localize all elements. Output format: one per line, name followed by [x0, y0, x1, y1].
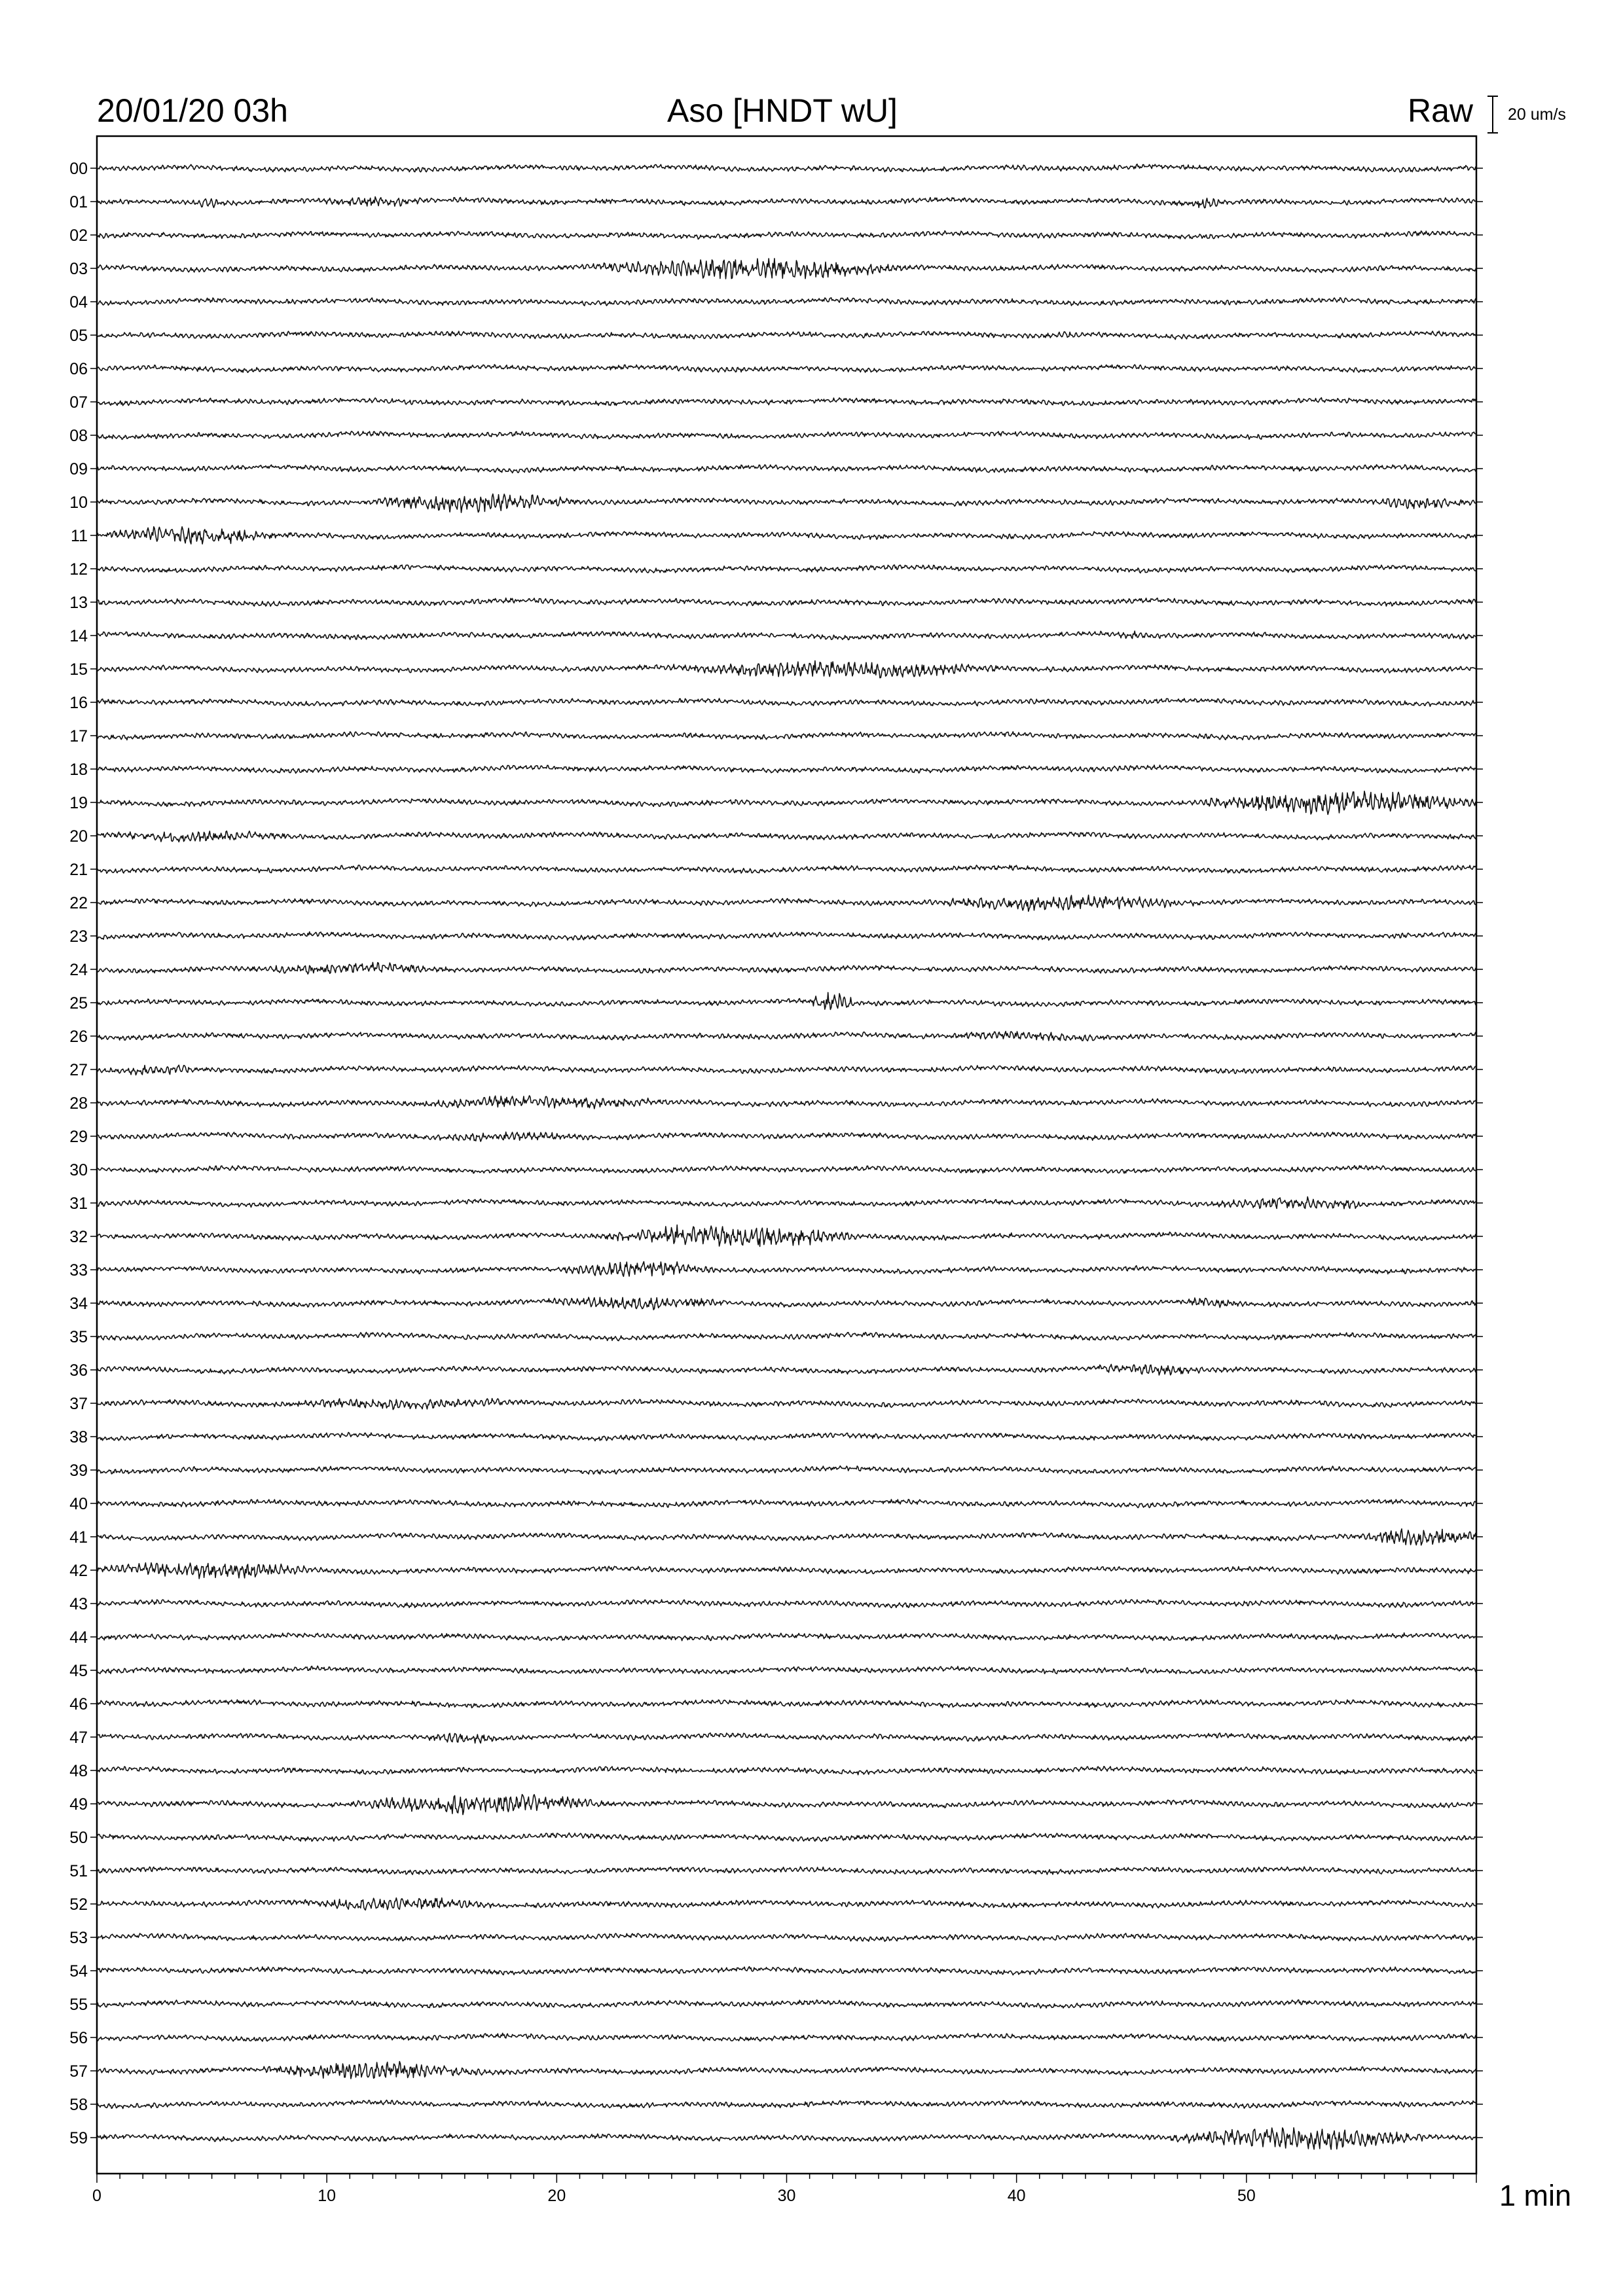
trace-row-32 [97, 1225, 1476, 1247]
trace-row-07 [97, 398, 1476, 406]
trace-row-35 [97, 1333, 1476, 1341]
row-label: 13 [69, 594, 88, 612]
row-label: 49 [69, 1795, 88, 1814]
row-label: 00 [69, 160, 88, 178]
row-label: 26 [69, 1028, 88, 1046]
trace-row-14 [97, 631, 1476, 639]
row-label: 27 [69, 1061, 88, 1079]
row-label: 09 [69, 460, 88, 478]
trace-row-19 [97, 791, 1476, 815]
header-datetime: 20/01/20 03h [97, 92, 288, 129]
trace-row-52 [97, 1898, 1476, 1910]
row-label: 38 [69, 1428, 88, 1446]
row-label: 16 [69, 694, 88, 712]
row-label: 44 [69, 1628, 88, 1647]
trace-row-55 [97, 2000, 1476, 2009]
x-tick-label: 30 [777, 2187, 796, 2205]
trace-row-10 [97, 494, 1476, 512]
row-label: 29 [69, 1128, 88, 1146]
row-label: 30 [69, 1161, 88, 1179]
row-label: 10 [69, 493, 88, 512]
trace-row-42 [97, 1563, 1476, 1579]
header-station: Aso [HNDT wU] [667, 92, 898, 129]
row-label: 59 [69, 2129, 88, 2147]
trace-row-27 [97, 1065, 1476, 1075]
x-tick-label: 10 [318, 2187, 337, 2205]
row-label: 15 [69, 660, 88, 679]
trace-row-01 [97, 197, 1476, 208]
row-label: 52 [69, 1895, 88, 1914]
trace-row-03 [97, 259, 1476, 279]
row-label: 56 [69, 2029, 88, 2047]
row-label: 02 [69, 226, 88, 245]
row-label: 32 [69, 1228, 88, 1246]
trace-row-21 [97, 865, 1476, 874]
row-label: 43 [69, 1595, 88, 1613]
trace-row-26 [97, 1031, 1476, 1041]
x-tick-label: 20 [547, 2187, 566, 2205]
trace-row-40 [97, 1499, 1476, 1508]
row-label: 19 [69, 794, 88, 812]
trace-row-17 [97, 732, 1476, 740]
trace-row-02 [97, 231, 1476, 240]
row-label: 01 [69, 193, 88, 211]
row-label: 23 [69, 927, 88, 946]
trace-row-23 [97, 932, 1476, 941]
trace-row-05 [97, 331, 1476, 340]
trace-group [97, 164, 1476, 2149]
trace-row-15 [97, 661, 1476, 678]
trace-row-47 [97, 1733, 1476, 1744]
trace-row-53 [97, 1933, 1476, 1941]
trace-row-30 [97, 1166, 1476, 1174]
row-label: 36 [69, 1361, 88, 1380]
row-label: 48 [69, 1762, 88, 1780]
row-label: 47 [69, 1729, 88, 1747]
trace-row-12 [97, 565, 1476, 573]
row-label: 25 [69, 994, 88, 1013]
trace-row-24 [97, 962, 1476, 974]
x-tick-label: 40 [1007, 2187, 1026, 2205]
trace-row-48 [97, 1767, 1476, 1775]
row-label: 04 [69, 293, 88, 312]
row-label: 42 [69, 1562, 88, 1580]
trace-row-13 [97, 598, 1476, 607]
row-label: 55 [69, 1996, 88, 2014]
x-axis [92, 2174, 1476, 2205]
row-label: 45 [69, 1662, 88, 1680]
row-label: 03 [69, 260, 88, 278]
trace-row-34 [97, 1297, 1476, 1310]
trace-row-54 [97, 1967, 1476, 1975]
trace-row-33 [97, 1262, 1476, 1277]
row-label: 50 [69, 1829, 88, 1847]
row-label: 11 [71, 527, 88, 545]
row-label: 35 [69, 1328, 88, 1346]
row-label: 20 [69, 827, 88, 846]
trace-row-49 [97, 1795, 1476, 1815]
row-label: 22 [69, 894, 88, 912]
row-label: 46 [69, 1695, 88, 1713]
trace-row-51 [97, 1867, 1476, 1874]
scale-label: 20 um/s [1508, 105, 1566, 124]
row-label: 37 [69, 1395, 88, 1413]
trace-row-57 [97, 2062, 1476, 2079]
trace-row-31 [97, 1197, 1476, 1209]
row-label: 54 [69, 1962, 88, 1981]
row-label: 34 [69, 1295, 88, 1313]
row-label: 18 [69, 761, 88, 779]
trace-row-25 [97, 992, 1476, 1009]
amplitude-scale-bar [1487, 96, 1498, 133]
trace-row-22 [97, 895, 1476, 912]
row-label: 40 [69, 1495, 88, 1513]
trace-row-59 [97, 2128, 1476, 2149]
row-label: 31 [69, 1194, 88, 1213]
trace-row-45 [97, 1666, 1476, 1674]
trace-row-29 [97, 1132, 1476, 1141]
row-label: 28 [69, 1094, 88, 1113]
trace-row-50 [97, 1833, 1476, 1841]
x-tick-label: 50 [1237, 2187, 1256, 2205]
row-label: 21 [69, 861, 88, 879]
trace-row-20 [97, 831, 1476, 842]
row-label: 05 [69, 327, 88, 345]
trace-row-38 [97, 1433, 1476, 1441]
trace-row-08 [97, 431, 1476, 440]
x-unit-label: 1 min [1499, 2179, 1572, 2212]
row-label: 58 [69, 2096, 88, 2114]
trace-row-46 [97, 1700, 1476, 1708]
trace-row-37 [97, 1399, 1476, 1410]
row-label: 12 [69, 560, 88, 579]
row-label: 33 [69, 1261, 88, 1280]
row-label: 07 [69, 393, 88, 412]
trace-row-44 [97, 1633, 1476, 1641]
row-label: 17 [69, 727, 88, 745]
trace-row-41 [97, 1529, 1476, 1545]
trace-row-28 [97, 1096, 1476, 1109]
trace-row-11 [97, 527, 1476, 544]
x-tick-label: 0 [92, 2187, 101, 2205]
row-label-group [69, 160, 1483, 2147]
trace-row-16 [97, 698, 1476, 706]
trace-row-58 [97, 2100, 1476, 2109]
row-label: 14 [69, 627, 88, 645]
row-label: 24 [69, 961, 88, 979]
trace-row-39 [97, 1466, 1476, 1475]
row-label: 51 [69, 1862, 88, 1880]
trace-row-18 [97, 765, 1476, 773]
row-label: 53 [69, 1929, 88, 1947]
trace-row-43 [97, 1600, 1476, 1608]
trace-row-04 [97, 298, 1476, 306]
trace-row-09 [97, 465, 1476, 473]
row-label: 41 [69, 1528, 88, 1547]
row-label: 06 [69, 360, 88, 378]
header-mode: Raw [1407, 92, 1473, 129]
trace-row-36 [97, 1365, 1476, 1376]
trace-row-56 [97, 2033, 1476, 2041]
row-label: 57 [69, 2062, 88, 2081]
row-label: 39 [69, 1462, 88, 1480]
trace-row-00 [97, 164, 1476, 172]
row-label: 08 [69, 427, 88, 445]
trace-row-06 [97, 365, 1476, 372]
